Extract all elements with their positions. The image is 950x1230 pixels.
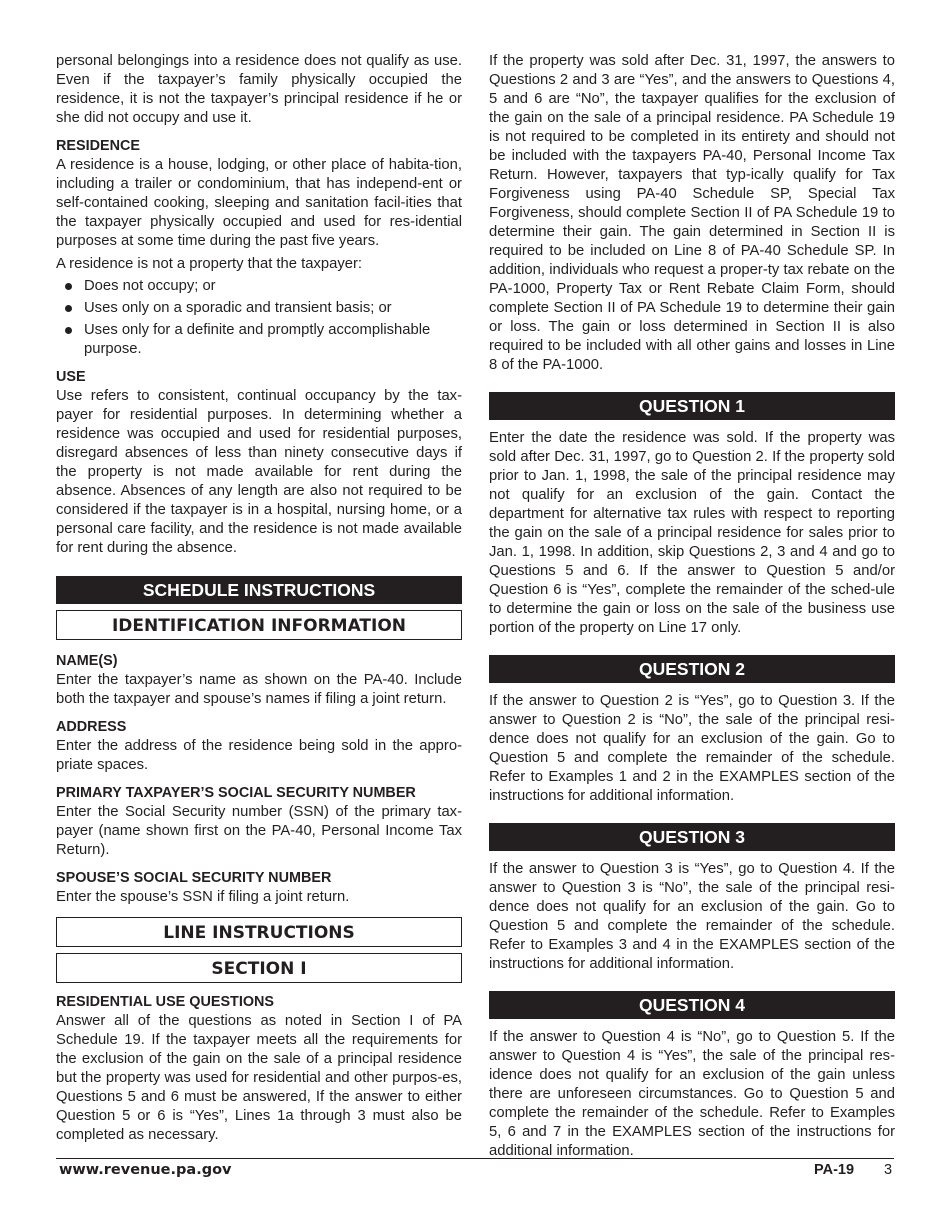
schedule-instructions-bar: SCHEDULE INSTRUCTIONS — [56, 576, 462, 604]
use-heading: USE — [56, 369, 86, 385]
names-paragraph: Enter the taxpayer’s name as shown on the PA-40. Include both the taxpayer and spouse’s names if filing a joint return. — [56, 672, 462, 707]
primary-ssn-heading: PRIMARY TAXPAYER’S SOCIAL SECURITY NUMBER — [56, 785, 416, 801]
identification-information-bar: IDENTIFICATION INFORMATION — [56, 610, 462, 640]
footer-form-id: PA-19 — [814, 1162, 855, 1178]
question-4-bar: QUESTION 4 — [489, 991, 895, 1019]
names-heading: NAME(S) — [56, 653, 118, 669]
question-4-paragraph: If the answer to Question 4 is “No”, go to Question 5. If the answer to Question 4 is “Yes”, the sale of the principal res-idence does not qualify for an exclusion of the gain unless there are unforeseen circumstances. Go to Question 5 and complete the remainder of the schedule. Refer to Examples 5, 6 and 7 in the EXAMPLES section of the instructions for additional information. — [489, 1029, 895, 1159]
bullet-icon — [65, 305, 72, 312]
question-1-bar: QUESTION 1 — [489, 392, 895, 420]
footer-page-number: 3 — [884, 1162, 893, 1178]
spouse-ssn-heading: SPOUSE’S SOCIAL SECURITY NUMBER — [56, 870, 332, 886]
list-item: Does not occupy; or — [56, 277, 462, 296]
question-1-paragraph: Enter the date the residence was sold. If the property was sold after Dec. 31, 1997, go to Question 2. If the property sold prior to Jan. 1, 1998, the sale of the principal residence may not qualify for an exclusion of the gain. Contact the department for alternative tax rules with respect to reporting the gain on the sale of a principal residence for sales prior to Jan. 1, 1998. In addition, skip Questions 2, 3 and 4 and go to Questions 5 and 6. If the answer to Question 5 and/or Question 6 is “Yes”, complete the remainder of the sched-ule to determine the gain or loss on the sale of the business use portion of the property on Line 17 only. — [489, 430, 895, 636]
residence-heading: RESIDENCE — [56, 138, 140, 154]
residential-use-paragraph: Answer all of the questions as noted in Section I of PA Schedule 19. If the taxpayer meets all the requirements for the exclusion of the gain on the sale of a principal residence but the property was used for residential and other purpos-es, Questions 5 and 6 must be answered, If the answer to either Question 5 or 6 is “Yes”, Lines 1a through 3 must also be completed as necessary. — [56, 1013, 462, 1143]
footer-website-link[interactable]: www.revenue.pa.gov — [59, 1162, 232, 1178]
intro-paragraph: If the property was sold after Dec. 31, 1997, the answers to Questions 2 and 3 are “Yes”, and the answers to Questions 4, 5 and 6 are “No”, the taxpayer qualifies for the exclusion of the gain on the sale of a principal residence. PA Schedule 19 is not required to be completed in its entirety and should not be included with the taxpayers PA-40, Personal Income Tax Return. However, taxpayers that typ-ically qualify for Tax Forgiveness using PA-40 Schedule SP, Special Tax Forgiveness, should complete Section II of PA Schedule 19 to determine their gain. The gain determined in Section II is required to be included on Line 8 of PA-40 Schedule SP. In addition, individuals who request a proper-ty tax rebate on the PA-1000, Property Tax or Rent Rebate Claim Form, should complete Section II of PA Schedule 19 to determine their gain or loss. The gain or loss determined in Section II is also required to be included with all other gains and losses in Line 8 of the PA-1000. — [489, 53, 895, 373]
bullet-icon — [65, 283, 72, 290]
right-column — [489, 52, 895, 1161]
question-2-paragraph: If the answer to Question 2 is “Yes”, go to Question 3. If the answer to Question 2 is “No”, the sale of the principal resi-dence does not qualify for an exclusion of the gain. Go to Question 5 and complete the remainder of the schedule. Refer to Examples 1 and 2 in the EXAMPLES section of the instructions for additional information. — [489, 693, 895, 804]
list-item: Uses only on a sporadic and transient basis; or — [56, 299, 462, 318]
residence-not-paragraph: A residence is not a property that the taxpayer: — [56, 256, 362, 272]
question-3-bar: QUESTION 3 — [489, 823, 895, 851]
footer-divider — [56, 1158, 894, 1159]
spouse-ssn-paragraph: Enter the spouse’s SSN if filing a joint return. — [56, 889, 350, 905]
bullet-icon — [65, 327, 72, 334]
use-paragraph: Use refers to consistent, continual occupancy by the tax-payer for residential purposes. In determining whether a residence was occupied and used for residential purposes, disregard absences of less than ninety consecutive days if the property is not made available for rent during the absence. Absences of any length are also not required to be considered if the taxpayer is in a hospital, nursing home, or a personal care facility, and the residence is not made available for rent during the absence. — [56, 388, 462, 556]
question-3-paragraph: If the answer to Question 3 is “Yes”, go to Question 4. If the answer to Question 3 is “No”, the sale of the principal resi-dence does not qualify for an exclusion of the gain. Go to Question 5 and complete the remainder of the schedule. Refer to Examples 3 and 4 in the EXAMPLES section of the instructions for additional information. — [489, 861, 895, 972]
address-heading: ADDRESS — [56, 719, 127, 735]
residence-not-list — [56, 277, 462, 359]
left-column — [56, 52, 462, 1145]
residence-paragraph: A residence is a house, lodging, or other place of habita-tion, including a trailer or condominium, that has independ-ent or self-contained cooking, sleeping and sanitation facil-ities that the taxpayer physically occupied and used for res-idential purposes at some time during the past five years. — [56, 157, 462, 249]
primary-ssn-paragraph: Enter the Social Security number (SSN) of the primary tax-payer (name shown first on the PA-40, Personal Income Tax Return). — [56, 804, 462, 858]
section-i-bar: SECTION I — [56, 953, 462, 983]
question-2-bar: QUESTION 2 — [489, 655, 895, 683]
address-paragraph: Enter the address of the residence being sold in the appro-priate spaces. — [56, 738, 462, 773]
list-item: Uses only for a definite and promptly accomplishable purpose. — [56, 321, 462, 359]
intro-paragraph: personal belongings into a residence does not qualify as use. Even if the taxpayer’s family physically occupied the residence, it is not the taxpayer’s principal residence if he or she did not occupy and use it. — [56, 53, 462, 126]
line-instructions-bar: LINE INSTRUCTIONS — [56, 917, 462, 947]
residential-use-heading: RESIDENTIAL USE QUESTIONS — [56, 994, 275, 1010]
